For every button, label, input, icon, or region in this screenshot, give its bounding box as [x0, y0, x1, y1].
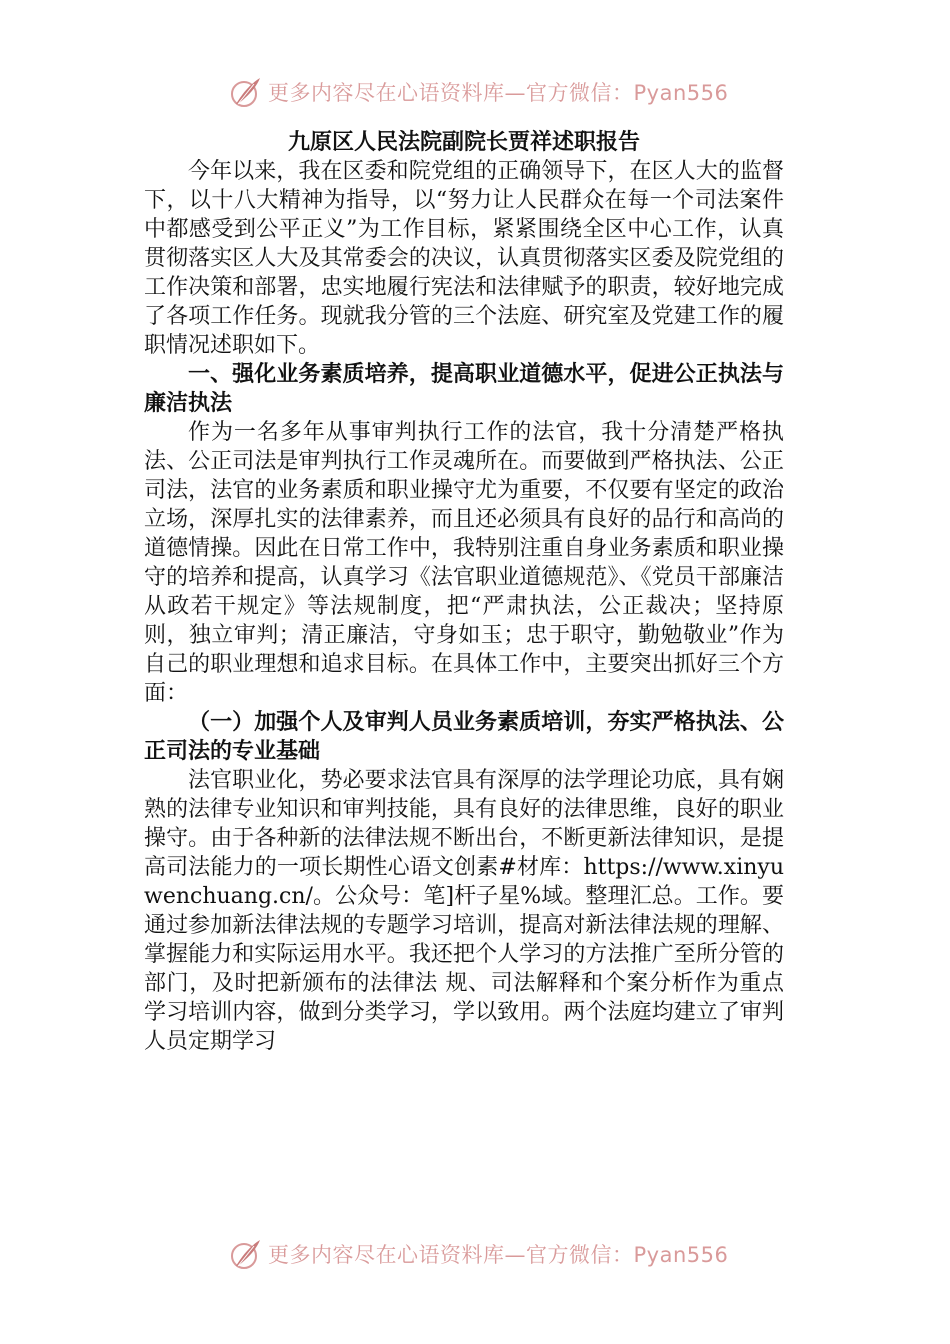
watermark-banner-top [228, 72, 728, 112]
intro-paragraph: 今年以来，我在区委和院党组的正确领导下，在区人大的监督下，以十八大精神为指导，以“努力让人民群众在每一个司法案件中都感受到公平正义”为工作目标，紧紧围绕全区中心工作，认真贯彻落实区人大及其常委会的决议，认真贯彻落实区委及院党组的工作决策和部署，忠实地履行宪法和法律赋予的职责，较好地完成了各项工作任务。现就我分管的三个法庭、研究室及党建工作的履职情况述职如下。 [144, 159, 784, 358]
document-title: 九原区人民法院副院长贾祥述职报告 [287, 129, 640, 155]
body-paragraph: 法官职业化，势必要求法官具有深厚的法学理论功底，具有娴熟的法律专业知识和审判技能，具有良好的法律思维，良好的职业操守。由于各种新的法律法规不断出台，不断更新法律知识，是提高司法能力的一项长期性心语文创素#材库：https://www.xinyuwenchuang.cn/。公众号：笔]杆子星%域。整理汇总。工作。要通过参加新法律法规的专题学习培训，提高对新法律法规的理解、掌握能力和实际运用水平。我还把个人学习的方法推广至所分管的部门，及时把新颁布的法律法 规、司法解释和个案分析作为重点学习培训内容，做到分类学习，学以致用。两个法庭均建立了审判人员定期学习 [144, 768, 784, 1054]
subsection-heading-1: （一）加强个人及审判人员业务素质培训，夯实严格执法、公正司法的专业基础 [144, 709, 784, 764]
feather-pen-logo-icon [228, 1236, 264, 1272]
watermark-text: 更多内容尽在心语资料库—官方微信：Pyan556 [268, 81, 729, 105]
watermark-banner-bottom [228, 1234, 728, 1274]
feather-pen-logo-icon [228, 74, 264, 110]
watermark-text: 更多内容尽在心语资料库—官方微信：Pyan556 [268, 1243, 729, 1267]
body-paragraph: 作为一名多年从事审判执行工作的法官，我十分清楚严格执法、公正司法是审判执行工作灵魂所在。而要做到严格执法、公正司法，法官的业务素质和职业操守尤为重要，不仅要有坚定的政治立场，深厚扎实的法律素养，而且还必须具有良好的品行和高尚的道德情操。因此在日常工作中，我特别注重自身业务素质和职业操守的培养和提高，认真学习《法官职业道德规范》、《党员干部廉洁从政若干规定》等法规制度，把“严肃执法，公正裁决；坚持原则，独立审判；清正廉洁，守身如玉；忠于职守，勤勉敬业”作为自己的职业理想和追求目标。在具体工作中，主要突出抓好三个方面： [144, 420, 784, 706]
section-heading-1: 一、强化业务素质培养，提高职业道德水平，促进公正执法与廉洁执法 [144, 361, 784, 416]
document-body [144, 128, 784, 1056]
